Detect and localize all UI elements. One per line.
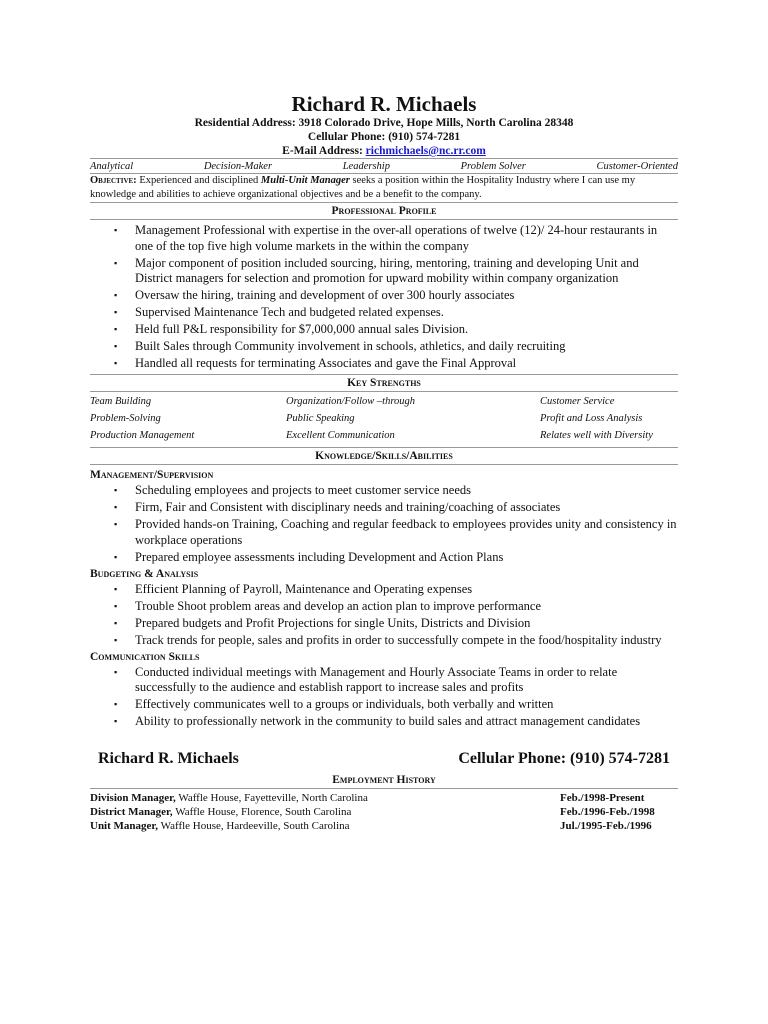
bullet-text: Effectively communicates well to a groups or individuals, both verbally and written: [135, 697, 554, 711]
bullet-text: Trouble Shoot problem areas and develop an action plan to improve performance: [135, 598, 542, 613]
bullet-icon: ▪: [114, 485, 118, 495]
residential-address: Residential Address: 3918 Colorado Drive, Hope Mills, North Carolina 28348: [194, 117, 574, 129]
bullet-icon: ▪: [114, 617, 118, 628]
bullet-text: Efficient Planning of Payroll, Maintenance and Operating expenses: [135, 581, 473, 596]
job-title: Division Manager,: [90, 792, 176, 804]
email-line: [90, 144, 678, 158]
bullet-item: [114, 598, 678, 616]
section-heading: Professional Profile: [90, 203, 678, 220]
email-label: E-Mail Address:: [282, 145, 366, 157]
objective: [90, 174, 678, 202]
job-dates: Jul./1995-Feb./1996: [560, 820, 652, 832]
subsection-bullets: [90, 665, 678, 732]
job-title: District Manager,: [90, 806, 173, 818]
bullet-text: Handled all requests for terminating Associates and gave the Final Approval: [135, 356, 517, 370]
traits-row: [90, 159, 678, 173]
bullet-icon: ▪: [114, 666, 118, 677]
bullet-text: Prepared employee assessments including Development and Action Plans: [135, 549, 504, 564]
strength-item: Excellent Communication: [286, 430, 395, 441]
bullet-item: [114, 549, 678, 567]
subsection-title: Communication Skills: [90, 650, 200, 663]
bullet-text: Built Sales through Community involvement in schools, athletics, and daily recruiting: [135, 339, 566, 353]
bullet-text: Major component of position included sourcing, hiring, mentoring, training and developing Unit and District managers for selection and promotion for upward mobility within company organization: [135, 255, 639, 285]
cellular-phone: Cellular Phone: (910) 574-7281: [307, 131, 461, 143]
bullet-icon: ▪: [114, 225, 118, 235]
job-place: Waffle House, Florence, South Carolina: [172, 806, 352, 818]
page2-phone: Cellular Phone: (910) 574-7281: [458, 750, 670, 767]
bullet-item: [114, 632, 678, 650]
job-row: [90, 791, 678, 805]
subsection-title: Management/Supervision: [90, 469, 214, 481]
objective-text: Experienced and disciplined: [136, 175, 261, 186]
bullet-icon: ▪: [114, 341, 118, 351]
section-heading: Knowledge/Skills/Abilities: [90, 448, 678, 465]
bullet-icon: ▪: [114, 583, 118, 594]
page2-header: [90, 749, 678, 769]
bullet-item: [114, 581, 678, 599]
job-title: Unit Manager,: [90, 820, 159, 832]
bullet-text: Firm, Fair and Consistent with disciplinary needs and training/coaching of associates: [135, 500, 561, 514]
bullet-text: Management Professional with expertise in the over-all operations of twelve (12)/ 24-hour restaurants in one of the top five high volume markets in the within the company: [135, 223, 658, 253]
objective-label: Objective:: [90, 175, 137, 186]
section-heading: Employment History: [90, 772, 678, 789]
section-heading: Key Strengths: [90, 375, 678, 392]
strength-item: Problem-Solving: [90, 413, 161, 424]
bullet-item: [114, 664, 678, 698]
bullet-icon: ▪: [114, 634, 118, 645]
trait: Analytical: [90, 161, 134, 172]
bullet-icon: ▪: [114, 716, 118, 726]
job-dates: Feb./1996-Feb./1998: [560, 806, 655, 818]
bullet-item: [114, 255, 678, 289]
strength-item: Organization/Follow –through: [286, 396, 416, 407]
bullet-item: [114, 356, 678, 373]
trait: Leadership: [342, 161, 390, 172]
job-place: Waffle House, Hardeeville, South Carolina: [158, 820, 350, 832]
bullet-item: [114, 697, 678, 714]
key-strengths-grid: [90, 392, 678, 447]
strength-item: Relates well with Diversity: [540, 430, 653, 441]
bullet-text: Track trends for people, sales and profits in order to successfully compete in the food/hospitality industry: [135, 632, 662, 647]
bullet-icon: ▪: [114, 502, 118, 512]
bullet-icon: ▪: [114, 324, 118, 334]
strength-item: Customer Service: [540, 396, 615, 407]
trait: Decision-Maker: [203, 161, 273, 172]
job-place: Waffle House, Fayetteville, North Carolina: [175, 792, 368, 804]
trait: Problem Solver: [460, 161, 526, 172]
job-row: [90, 805, 678, 819]
bullet-text: Provided hands-on Training, Coaching and regular feedback to employees provides unity and consistency in workplace operations: [135, 517, 677, 547]
employment-history: [90, 789, 678, 833]
job-desc: [90, 805, 351, 819]
bullet-icon: ▪: [114, 257, 118, 268]
trait: Customer-Oriented: [596, 161, 678, 172]
objective-emphasis: Multi-Unit Manager: [260, 175, 350, 186]
bullet-text: Oversaw the hiring, training and development of over 300 hourly associates: [135, 288, 515, 302]
email-link[interactable]: richmichaels@nc.rr.com: [365, 145, 486, 157]
objective-text: seeks a position within the Hospitality Industry where I can use my knowledge and abilities to achieve organizational objectives and be a benefit to the company.: [90, 175, 636, 200]
bullet-item: [114, 223, 678, 256]
bullet-icon: ▪: [114, 699, 118, 709]
bullet-item: [114, 615, 678, 633]
bullet-text: Held full P&L responsibility for $7,000,000 annual sales Division.: [135, 322, 469, 336]
candidate-name: Richard R. Michaels: [291, 92, 477, 116]
job-dates: Feb./1998-Present: [560, 792, 645, 804]
profile-bullets: [90, 220, 678, 373]
subsection-bullets: [90, 483, 678, 567]
strength-item: Profit and Loss Analysis: [540, 413, 643, 424]
bullet-icon: ▪: [114, 307, 118, 317]
bullet-item: [114, 714, 678, 731]
bullet-item: [114, 500, 678, 517]
bullet-item: [114, 288, 678, 305]
bullet-text: Scheduling employees and projects to meet customer service needs: [135, 483, 472, 497]
bullet-icon: ▪: [114, 358, 118, 368]
bullet-item: [114, 517, 678, 550]
subsection-bullets: [90, 582, 678, 650]
bullet-icon: ▪: [114, 551, 118, 562]
bullet-icon: ▪: [114, 519, 118, 529]
bullet-text: Conducted individual meetings with Management and Hourly Associate Teams in order to relate successfully to the audience and establish rapport to increase sales and profits: [135, 664, 618, 694]
bullet-icon: ▪: [114, 290, 118, 300]
bullet-text: Prepared budgets and Profit Projections for single Units, Districts and Division: [135, 615, 531, 630]
bullet-item: [114, 305, 678, 322]
bullet-item: [114, 483, 678, 500]
job-desc: [90, 791, 368, 805]
resume-page: [90, 92, 678, 833]
bullet-text: Supervised Maintenance Tech and budgeted related expenses.: [135, 305, 444, 319]
job-desc: [90, 819, 350, 833]
page2-name: Richard R. Michaels: [98, 750, 239, 767]
ksa-sections: [90, 465, 678, 731]
bullet-text: Ability to professionally network in the community to build sales and attract management candidates: [135, 714, 641, 728]
job-row: [90, 819, 678, 833]
bullet-item: [114, 322, 678, 339]
strength-item: Public Speaking: [286, 413, 355, 424]
strength-item: Production Management: [90, 430, 195, 441]
bullet-item: [114, 339, 678, 356]
strength-item: Team Building: [90, 396, 152, 407]
subsection-title: Budgeting & Analysis: [90, 567, 199, 580]
bullet-icon: ▪: [114, 600, 118, 611]
